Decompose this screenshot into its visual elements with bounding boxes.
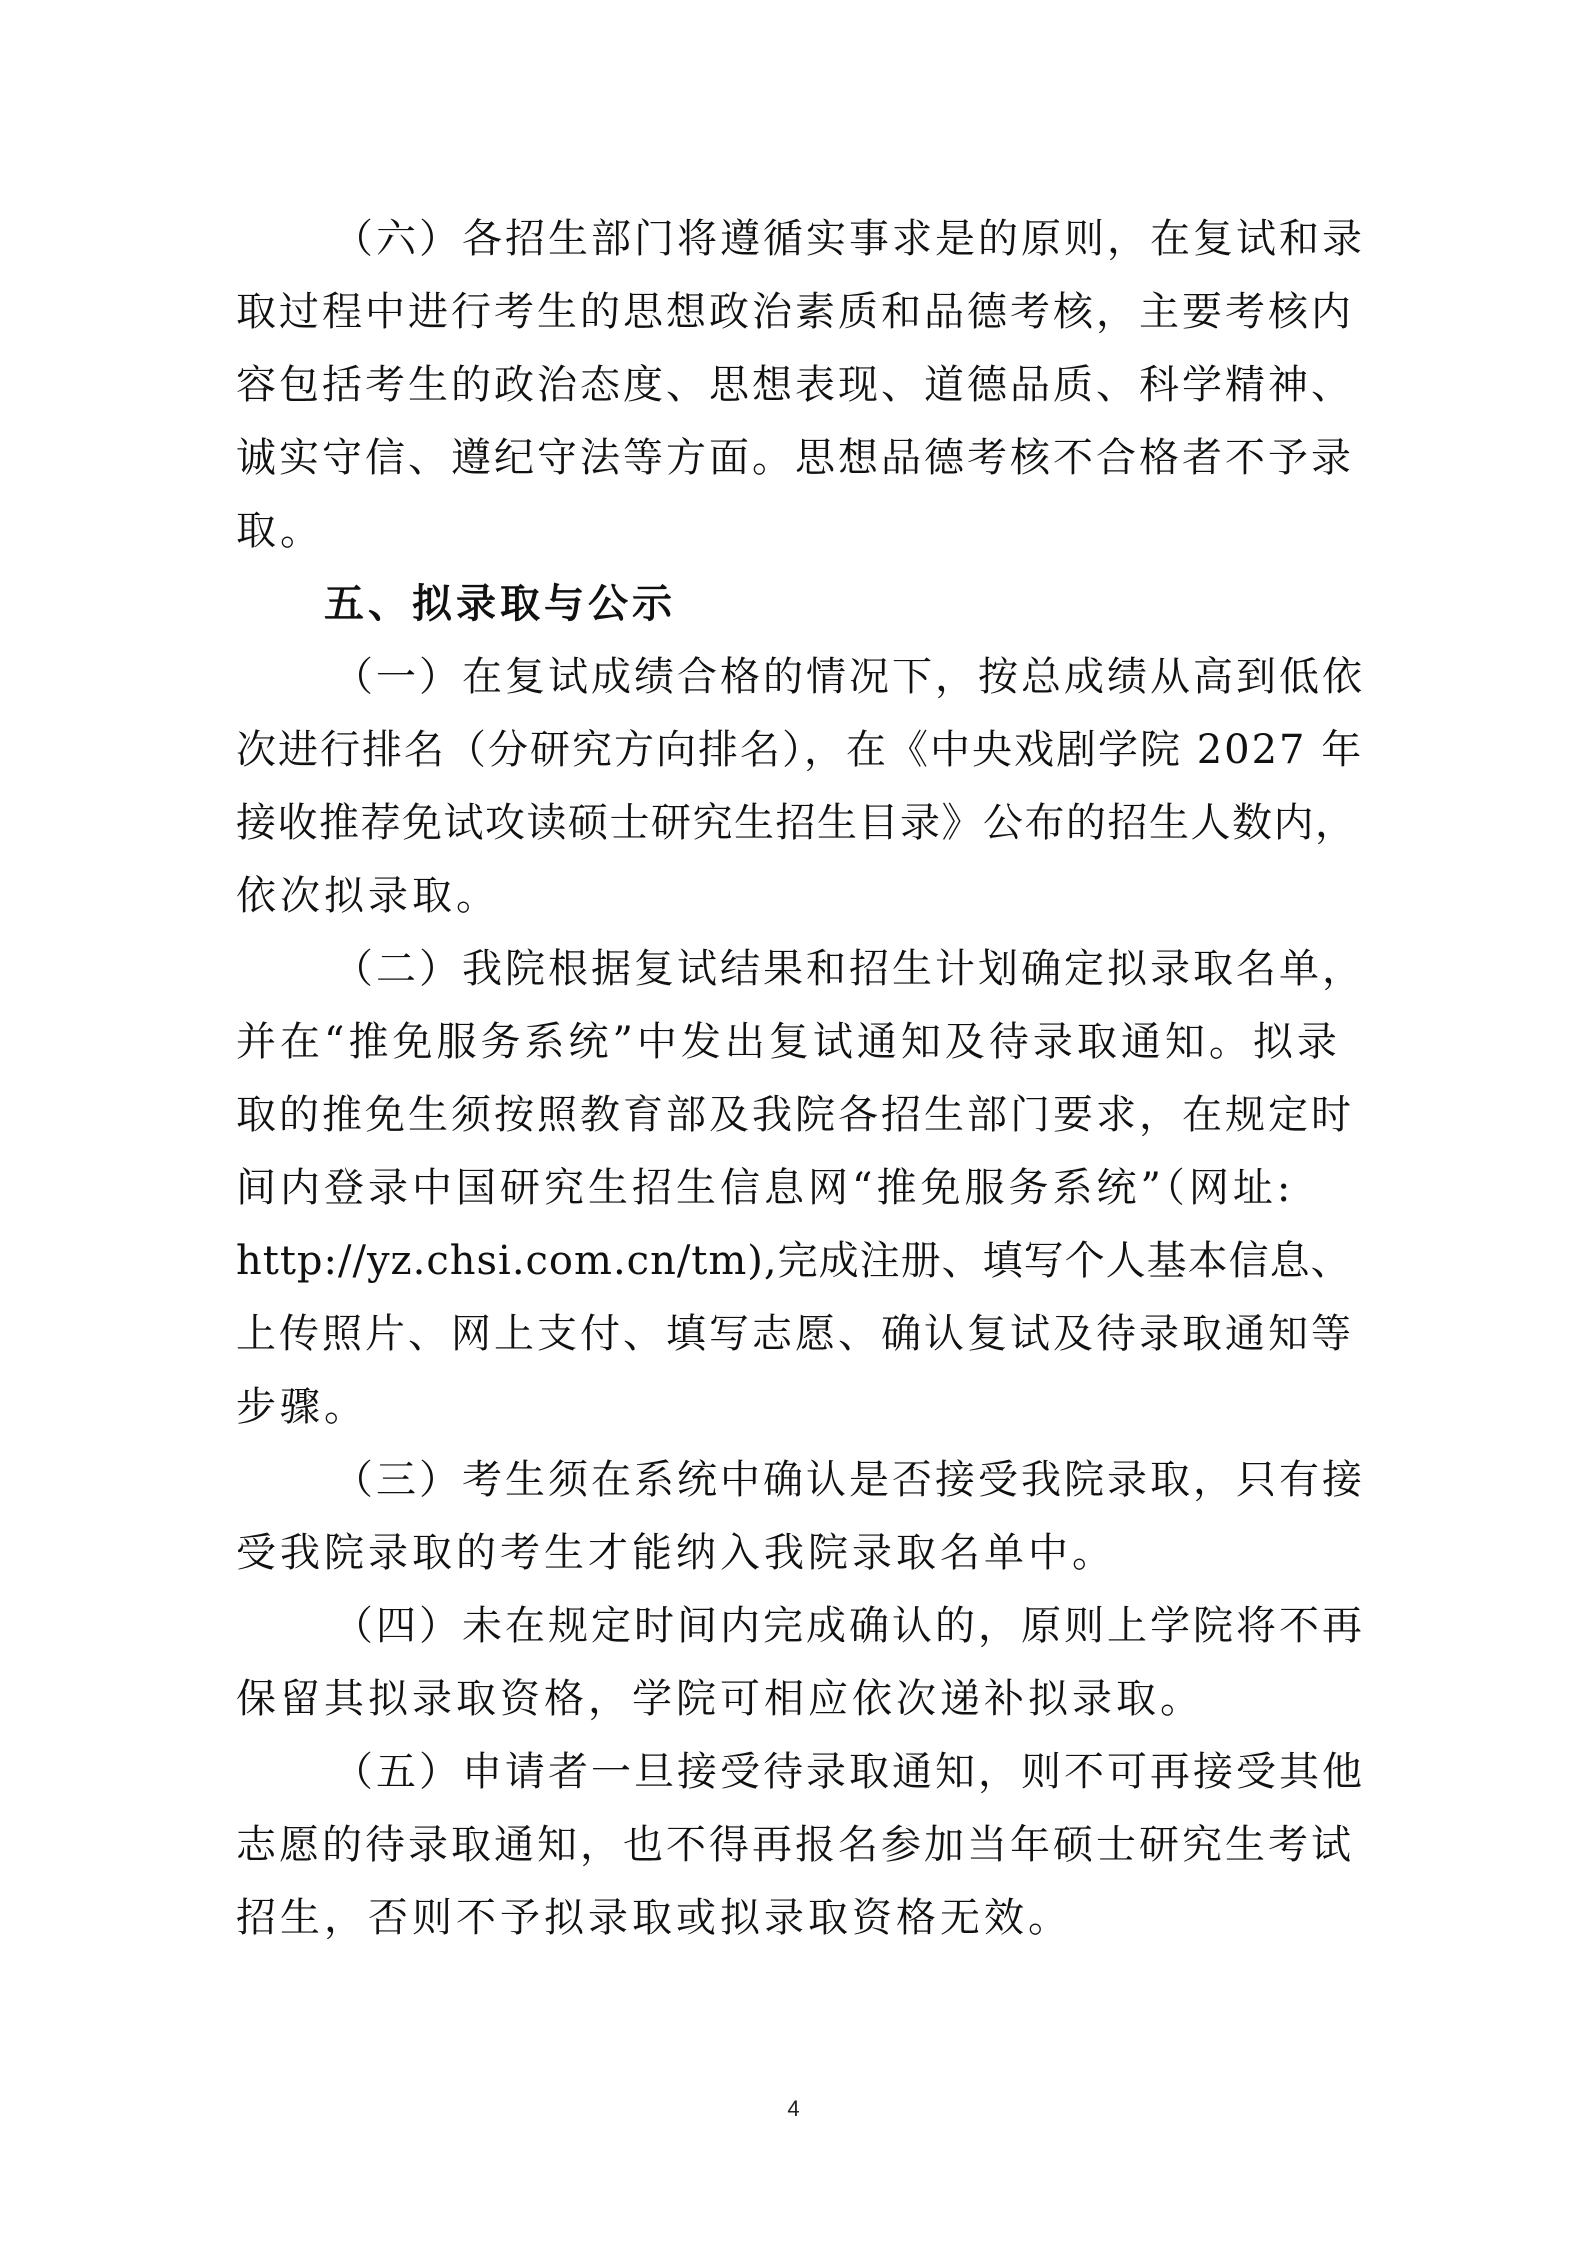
paragraph: [236, 1444, 1366, 1590]
paragraph: [236, 933, 1366, 1444]
paragraph-line: 依次拟录取。: [236, 873, 500, 919]
paragraph-line: 间内登录中国研究生招生信息网“推免服务系统”（网址:: [236, 1165, 1295, 1211]
paragraph-line: 接收推荐免试攻读硕士研究生招生目录》公布的招生人数内，: [236, 800, 1357, 846]
paragraph-line: 容包括考生的政治态度、思想表现、道德品质、科学精神、: [236, 362, 1354, 408]
page-number: 4: [787, 2096, 800, 2121]
paragraph-line: 取的推免生须按照教育部及我院各招生部门要求，在规定时: [236, 1092, 1354, 1138]
paragraph-line: 招生，否则不予拟录取或拟录取资格无效。: [236, 1895, 1072, 1941]
paragraph-line: 上传照片、网上支付、填写志愿、确认复试及待录取通知等: [236, 1311, 1354, 1357]
paragraph-line: （二）我院根据复试结果和招生计划确定拟录取名单，: [333, 946, 1365, 992]
paragraph-line: 诚实守信、遵纪守法等方面。思想品德考核不合格者不予录: [236, 435, 1354, 481]
paragraph: [236, 203, 1366, 568]
document-body: [236, 203, 1366, 1955]
paragraph-line: 取过程中进行考生的思想政治素质和品德考核，主要考核内: [236, 289, 1354, 335]
paragraph-line: 受我院录取的考生才能纳入我院录取名单中。: [236, 1530, 1116, 1576]
paragraph-line: （四）未在规定时间内完成确认的，原则上学院将不再: [333, 1603, 1365, 1649]
paragraph-line: 步骤。: [236, 1384, 368, 1430]
paragraph-line: 保留其拟录取资格，学院可相应依次递补拟录取。: [236, 1676, 1204, 1722]
paragraph-line: （五）申请者一旦接受待录取通知，则不可再接受其他: [333, 1749, 1365, 1795]
paragraph-line: （六）各招生部门将遵循实事求是的原则，在复试和录: [333, 216, 1365, 262]
paragraph-line: 并在“推免服务系统”中发出复试通知及待录取通知。拟录: [236, 1019, 1341, 1065]
paragraph: [236, 1736, 1366, 1955]
paragraph-line: 取。: [236, 508, 324, 554]
paragraph-line: 志愿的待录取通知，也不得再报名参加当年硕士研究生考试: [236, 1822, 1354, 1868]
paragraph: [236, 641, 1366, 933]
paragraph-line: （一）在复试成绩合格的情况下，按总成绩从高到低依: [333, 654, 1365, 700]
paragraph-line: 次进行排名（分研究方向排名），在《中央戏剧学院 2027 年: [236, 727, 1364, 773]
paragraph-line: （三）考生须在系统中确认是否接受我院录取，只有接: [333, 1457, 1365, 1503]
paragraph: [236, 1590, 1366, 1736]
section-heading: 五、拟录取与公示: [324, 581, 676, 627]
paragraph-line: http://yz.chsi.com.cn/tm),完成注册、填写个人基本信息、: [236, 1238, 1352, 1284]
